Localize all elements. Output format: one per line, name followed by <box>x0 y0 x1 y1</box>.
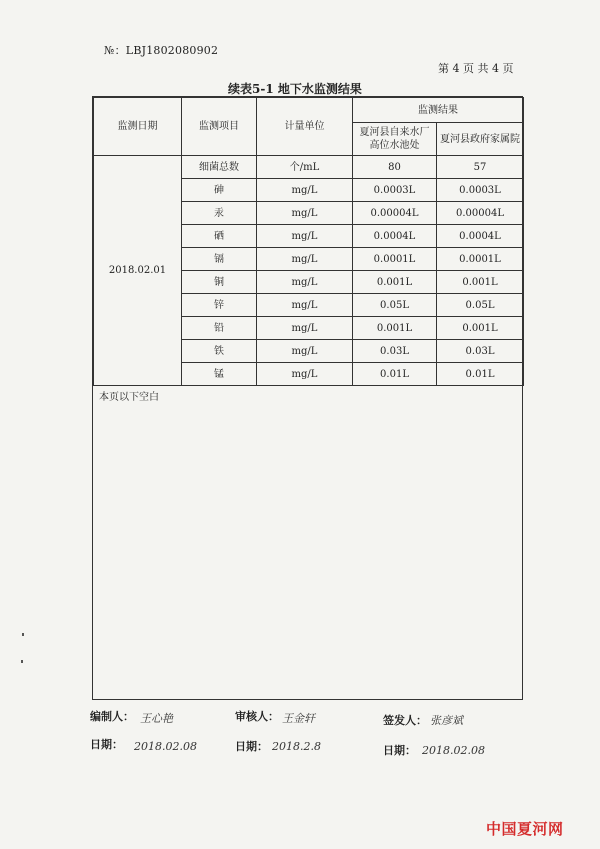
unit-cell: 个/mL <box>257 156 353 179</box>
site2-value: 0.0003L <box>437 179 524 202</box>
monitoring-date: 2018.02.01 <box>94 156 182 386</box>
site2-value: 0.03L <box>437 340 524 363</box>
item-cell: 铜 <box>182 271 257 294</box>
date-label-3: 日期： <box>383 744 416 757</box>
document-number: №：LBJ1802080902 <box>104 44 219 57</box>
site-watermark: 中国夏河网 <box>486 820 564 838</box>
date-value-1: 2018.02.08 <box>134 740 197 753</box>
date-value-2: 2018.2.8 <box>272 740 321 753</box>
header-unit: 计量单位 <box>257 98 353 156</box>
header-site-1: 夏河县自来水厂高位水池处 <box>353 123 437 156</box>
unit-cell: mg/L <box>257 179 353 202</box>
item-cell: 锌 <box>182 294 257 317</box>
unit-cell: mg/L <box>257 202 353 225</box>
unit-cell: mg/L <box>257 271 353 294</box>
unit-cell: mg/L <box>257 317 353 340</box>
site1-value: 0.001L <box>353 317 437 340</box>
blank-note: 本页以下空白 <box>99 392 159 403</box>
site2-value: 0.05L <box>437 294 524 317</box>
date-label-1: 日期： <box>90 738 123 751</box>
scan-artifact <box>21 660 23 663</box>
site2-value: 0.0004L <box>437 225 524 248</box>
item-cell: 镉 <box>182 248 257 271</box>
date-value-3: 2018.02.08 <box>422 744 485 757</box>
issuer-signature: 张彦斌 <box>430 714 463 727</box>
page-info: 第 4 页 共 4 页 <box>438 62 514 75</box>
unit-cell: mg/L <box>257 340 353 363</box>
header-item: 监测项目 <box>182 98 257 156</box>
item-cell: 细菌总数 <box>182 156 257 179</box>
site2-value: 0.00004L <box>437 202 524 225</box>
site2-value: 0.001L <box>437 317 524 340</box>
site1-value: 0.05L <box>353 294 437 317</box>
unit-cell: mg/L <box>257 294 353 317</box>
site1-value: 0.01L <box>353 363 437 386</box>
table-title: 续表5-1 地下水监测结果 <box>228 82 362 96</box>
date-label-2: 日期： <box>235 740 268 753</box>
prepared-by-signature: 王心艳 <box>140 712 173 725</box>
site2-value: 0.001L <box>437 271 524 294</box>
site1-value: 0.03L <box>353 340 437 363</box>
table-row <box>94 156 524 179</box>
item-cell: 锰 <box>182 363 257 386</box>
unit-cell: mg/L <box>257 363 353 386</box>
prepared-by-label: 编制人： <box>90 710 134 723</box>
monitoring-table <box>93 97 524 386</box>
site1-value: 0.00004L <box>353 202 437 225</box>
item-cell: 铅 <box>182 317 257 340</box>
site1-value: 0.0004L <box>353 225 437 248</box>
site1-value: 0.0001L <box>353 248 437 271</box>
scan-artifact <box>22 633 24 636</box>
unit-cell: mg/L <box>257 248 353 271</box>
header-results: 监测结果 <box>353 98 524 123</box>
site1-value: 0.0003L <box>353 179 437 202</box>
reviewer-signature: 王金轩 <box>282 712 315 725</box>
header-site-2: 夏河县政府家属院 <box>437 123 524 156</box>
unit-cell: mg/L <box>257 225 353 248</box>
item-cell: 汞 <box>182 202 257 225</box>
item-cell: 硒 <box>182 225 257 248</box>
reviewer-label: 审核人： <box>235 710 279 723</box>
site2-value: 0.0001L <box>437 248 524 271</box>
item-cell: 铁 <box>182 340 257 363</box>
item-cell: 砷 <box>182 179 257 202</box>
site2-value: 0.01L <box>437 363 524 386</box>
results-frame <box>92 96 523 700</box>
site2-value: 57 <box>437 156 524 179</box>
header-date: 监测日期 <box>94 98 182 156</box>
site1-value: 0.001L <box>353 271 437 294</box>
issuer-label: 签发人： <box>383 714 427 727</box>
site1-value: 80 <box>353 156 437 179</box>
